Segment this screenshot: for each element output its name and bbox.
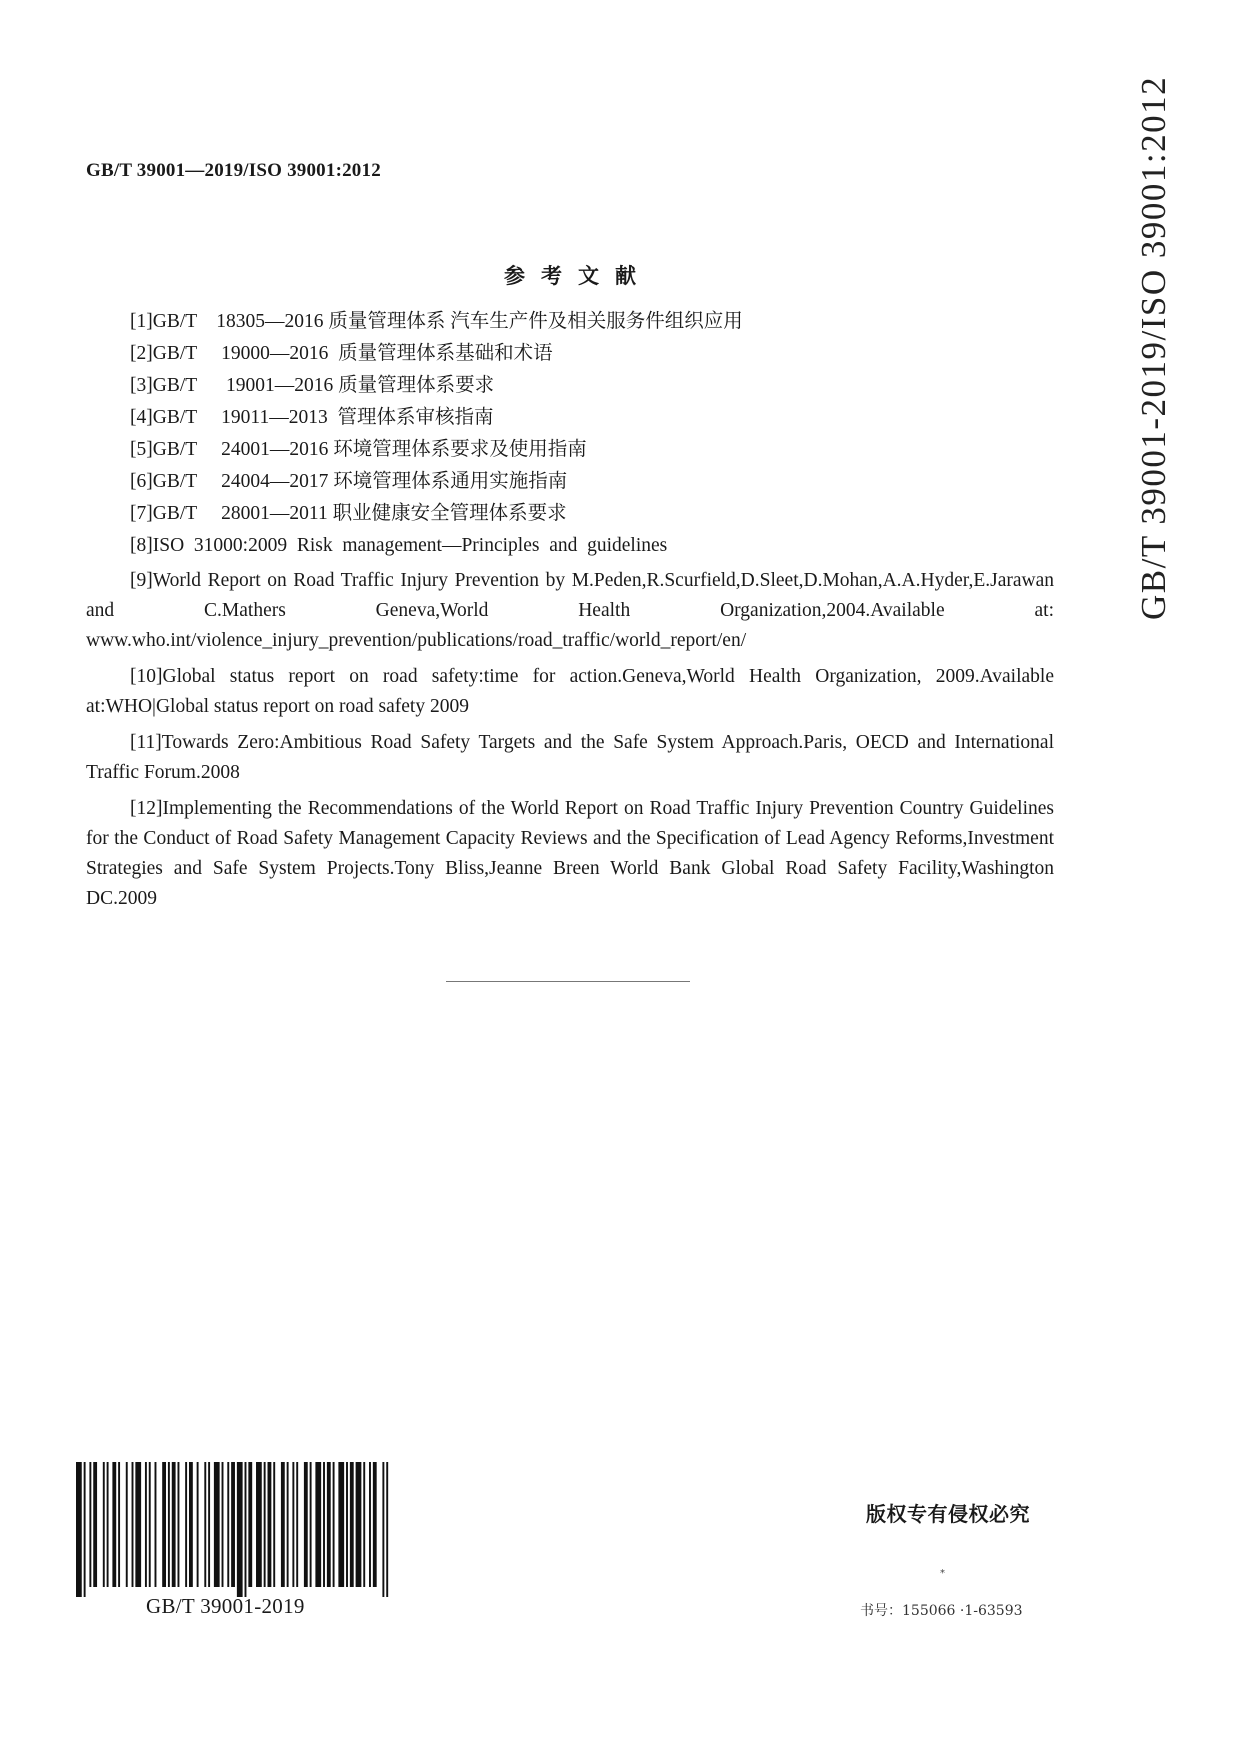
barcode-bar — [382, 1462, 384, 1597]
barcode-bar — [227, 1462, 229, 1587]
barcode-bar — [107, 1462, 109, 1587]
reference-item: [12]Implementing the Recommendations of the World Report on Road Traffic Injury Prevention Country Guidelines for the Conduct of Road Safety Management Capacity Reviews and the Specification of Lead Agency Reforms,Investment Strategies and Safe System Projects.Tony Bliss,Jeanne Breen World Bank Global Road Safety Facility,Washington DC.2009 — [86, 798, 1054, 909]
end-divider — [446, 981, 690, 982]
side-standard-code: GB/T 39001-2019/ISO 39001:2012 — [1134, 75, 1173, 620]
bibliography-title: 参考文献 — [504, 264, 652, 288]
barcode-bar — [363, 1462, 365, 1587]
barcode-bar — [248, 1462, 252, 1587]
barcode-bar — [89, 1462, 91, 1587]
barcode-bar — [149, 1462, 151, 1587]
barcode-bar — [103, 1462, 105, 1587]
reference-item: [9]World Report on Road Traffic Injury Prevention by M.Peden,R.Scurfield,D.Sleet,D.Mohan,A.A.Hyder,E.Jarawan and C.Mathers Geneva,World Health Organization,2004.Available at: www.who.int/violence_injury_prevention/publications/road_traffic/world_report/en/ — [86, 570, 1054, 651]
barcode-bar — [281, 1462, 285, 1587]
reference-item: [2]GB/T 19000—2016 质量管理体系基础和术语 — [130, 343, 553, 364]
reference-item: [1]GB/T 18305—2016 质量管理体系 汽车生产件及相关服务件组织应用 — [130, 311, 743, 332]
reference-list — [86, 306, 1054, 920]
barcode-bar — [338, 1462, 344, 1587]
reference-item: [4]GB/T 19011—2013 管理体系审核指南 — [130, 407, 494, 428]
barcode-bar — [135, 1462, 141, 1587]
copyright-notice: 版权专有侵权必究 — [866, 1502, 1030, 1526]
barcode-bar — [386, 1462, 388, 1597]
barcode-bar — [126, 1462, 128, 1587]
barcode-bar — [346, 1462, 348, 1587]
barcode-bar — [245, 1462, 247, 1597]
barcode-bar — [162, 1462, 166, 1587]
barcode-bar — [333, 1462, 335, 1587]
reference-item: [3]GB/T 19001—2016 质量管理体系要求 — [130, 375, 495, 396]
barcode-bar — [356, 1462, 362, 1587]
barcode-bar — [310, 1462, 312, 1587]
standard-code-header: GB/T 39001—2019/ISO 39001:2012 — [86, 160, 381, 181]
barcode-bar — [132, 1462, 134, 1587]
barcode-bar — [315, 1462, 321, 1587]
reference-item: [11]Towards Zero:Ambitious Road Safety Targets and the Safe System Approach.Paris, OECD and International Traffic Forum.2008 — [86, 732, 1054, 783]
reference-item: [7]GB/T 28001—2011 职业健康安全管理体系要求 — [130, 503, 567, 524]
barcode-bar — [145, 1462, 147, 1587]
barcode-bar — [369, 1462, 371, 1587]
barcode-bar — [237, 1462, 243, 1597]
barcode-bar — [93, 1462, 97, 1587]
barcode-bar — [155, 1462, 157, 1587]
barcode-bar — [287, 1462, 289, 1587]
barcode-bar — [350, 1462, 354, 1587]
barcode-bar — [292, 1462, 294, 1587]
barcode-label: GB/T 39001-2019 — [146, 1594, 305, 1618]
barcode-image — [76, 1462, 392, 1597]
barcode-bar — [189, 1462, 193, 1587]
barcode-bar — [208, 1462, 210, 1587]
barcode-bar — [172, 1462, 176, 1587]
barcode-bar — [84, 1462, 86, 1597]
barcode-bar — [231, 1462, 235, 1587]
star-mark: * — [940, 1568, 945, 1579]
barcode-bar — [168, 1462, 170, 1587]
barcode-bar — [118, 1462, 120, 1587]
barcode-bar — [178, 1462, 180, 1587]
reference-item: [10]Global status report on road safety:time for action.Geneva,World Health Organization, 2009.Available at:WHO|Global status report on road safety 2009 — [86, 666, 1054, 717]
barcode-bar — [112, 1462, 116, 1587]
barcode-bar — [214, 1462, 220, 1587]
barcode-bar — [222, 1462, 224, 1587]
barcode-bar — [304, 1462, 308, 1587]
book-number: 书号：155066 ·1-63593 — [860, 1603, 1023, 1619]
reference-item: [8]ISO 31000:2009 Risk management—Principles and guidelines — [130, 535, 668, 556]
barcode-bar — [323, 1462, 325, 1587]
barcode-bar — [264, 1462, 266, 1587]
reference-item: [5]GB/T 24001—2016 环境管理体系要求及使用指南 — [130, 439, 587, 460]
barcode-bar — [256, 1462, 262, 1587]
barcode-bar — [204, 1462, 206, 1587]
barcode-bar — [296, 1462, 298, 1587]
barcode-bar — [273, 1462, 275, 1587]
barcode-bar — [185, 1462, 187, 1587]
barcode-bar — [268, 1462, 272, 1587]
barcode-bar — [197, 1462, 199, 1587]
barcode-bar — [327, 1462, 331, 1587]
barcode-bar — [76, 1462, 82, 1597]
barcode-bar — [373, 1462, 377, 1587]
reference-item: [6]GB/T 24004—2017 环境管理体系通用实施指南 — [130, 471, 568, 492]
